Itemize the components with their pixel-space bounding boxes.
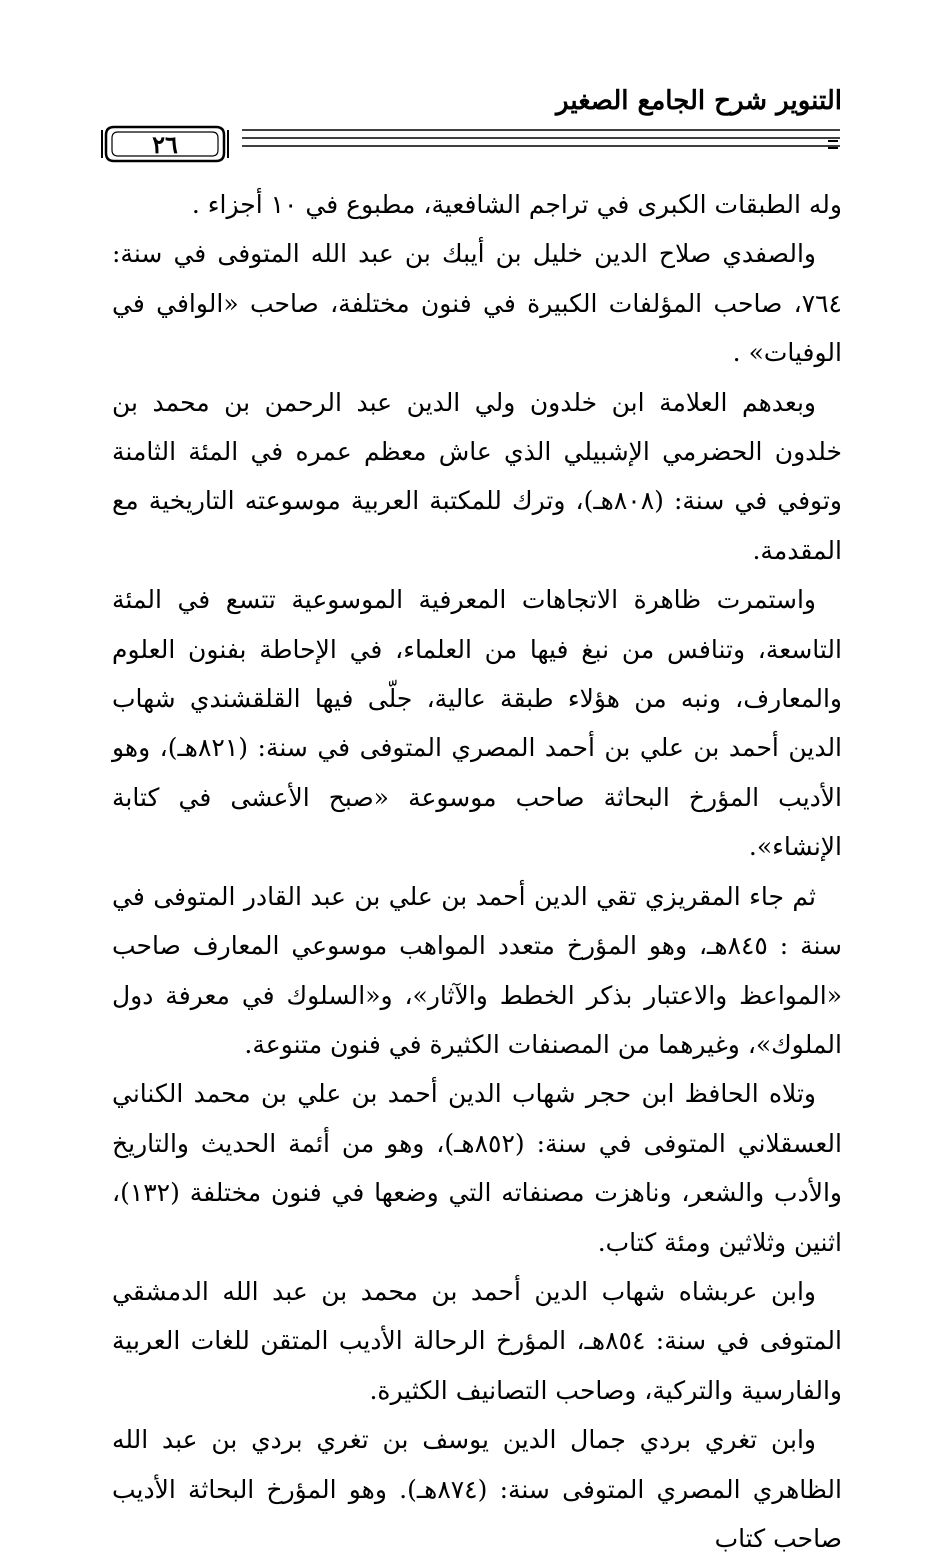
paragraph: وبعدهم العلامة ابن خلدون ولي الدين عبد الرحمن بن محمد بن خلدون الحضرمي الإشبيلي الذي عاش معظم عمره في المئة الثامنة وتوفي في سنة: (٨٠٨هـ)، وترك للمكتبة العربية موسوعته التاريخية مع المقدمة. <box>112 387 843 565</box>
page-number: ٢٦ <box>152 129 178 159</box>
paragraph: والصفدي صلاح الدين خليل بن أيبك بن عبد الله المتوفى في سنة: ٧٦٤، صاحب المؤلفات الكبيرة في فنون مختلفة، صاحب «الوافي في الوفيات» . <box>112 239 842 368</box>
paragraph: وابن عربشاه شهاب الدين أحمد بن محمد بن عبد الله الدمشقي المتوفى في سنة: ٨٥٤هـ، المؤرخ الرحالة الأديب المتقن للغات العربية والفارسية والتركية، وصاحب التصانيف الكثيرة. <box>112 1276 842 1405</box>
header-rule <box>242 118 840 168</box>
paragraph: وابن تغري بردي جمال الدين يوسف بن تغري بردي بن عبد الله الظاهري المصري المتوفى سنة: (٨٧٤هـ). وهو المؤرخ البحاثة الأديب صاحب كتاب <box>112 1425 842 1553</box>
body-text <box>112 180 842 1563</box>
paragraph: وله الطبقات الكبرى في تراجم الشافعية، مطبوع في ١٠ أجزاء . <box>191 190 842 219</box>
running-title: التنوير شرح الجامع الصغير <box>556 86 842 116</box>
page-number-box <box>100 124 230 164</box>
paragraph: واستمرت ظاهرة الاتجاهات المعرفية الموسوعية تتسع في المئة التاسعة، وتنافس من نبغ فيها من العلماء، في الإحاطة بفنون العلوم والمعارف، ونبه من هؤلاء طبقة عالية، جلّى فيها القلقشندي شهاب الدين أحمد بن علي بن أحمد المصري المتوفى في سنة: (٨٢١هـ)، وهو الأديب المؤرخ البحاثة صاحب موسوعة «صبح الأعشى في كتابة الإنشاء». <box>112 585 843 862</box>
paragraph: وتلاه الحافظ ابن حجر شهاب الدين أحمد بن علي بن محمد الكناني العسقلاني المتوفى في سنة: (٨٥٢هـ)، وهو من أئمة الحديث والتاريخ والأدب والشعر، وناهزت مصنفاته التي وضعها في فنون مختلفة (١٣٢)، اثنين وثلاثين ومئة كتاب. <box>112 1079 842 1257</box>
paragraph: ثم جاء المقريزي تقي الدين أحمد بن علي بن عبد القادر المتوفى في سنة : ٨٤٥هـ، وهو المؤرخ متعدد المواهب موسوعي المعارف صاحب «المواعظ والاعتبار بذكر الخطط والآثار»، و«السلوك في معرفة دول الملوك»، وغيرهما من المصنفات الكثيرة في فنون متنوعة. <box>112 881 842 1059</box>
